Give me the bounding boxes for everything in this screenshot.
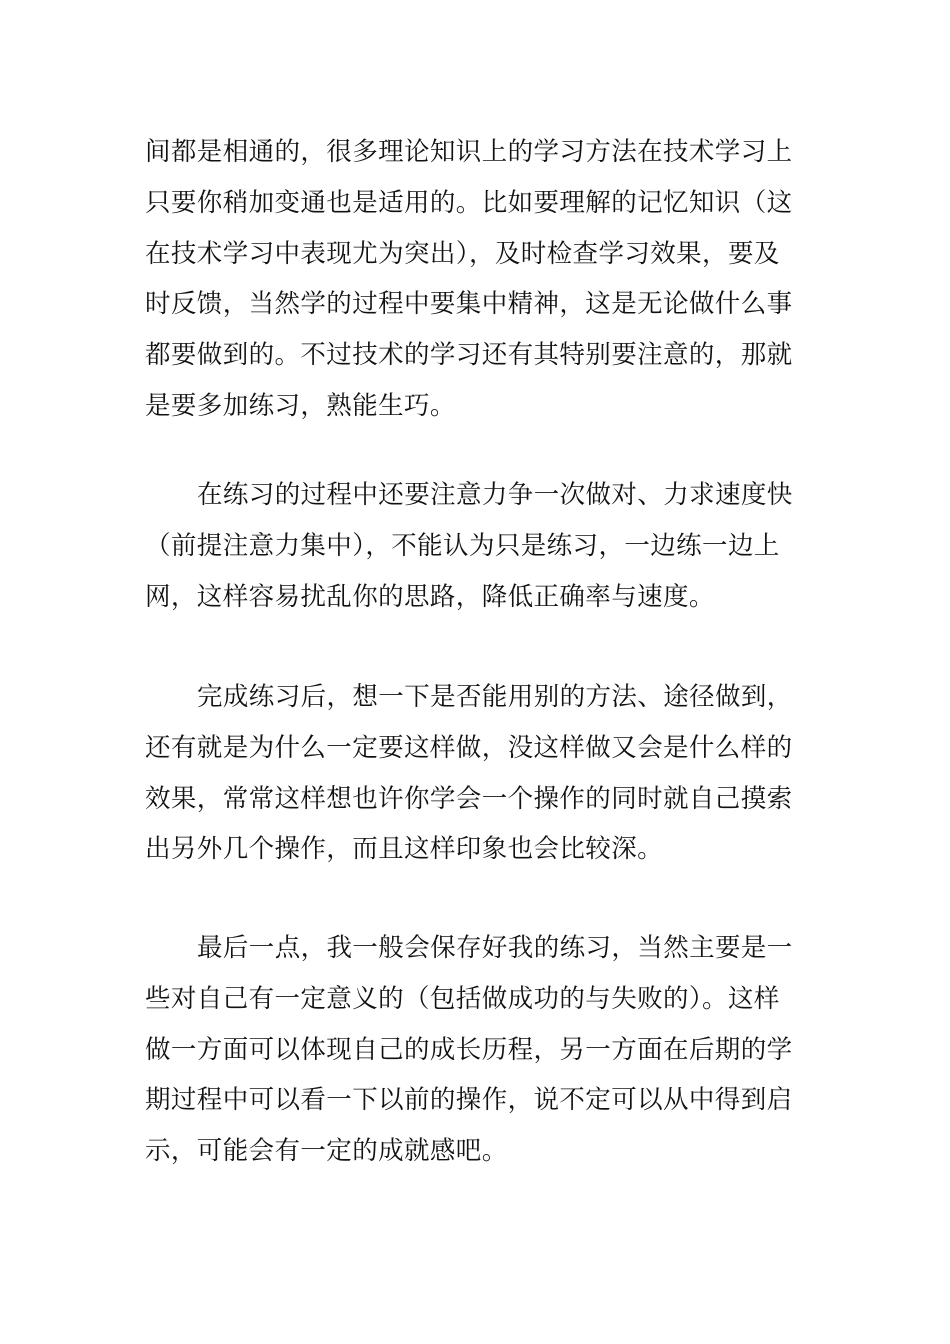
paragraph-line: 在技术学习中表现尤为突出），及时检查学习效果，要及 — [145, 238, 780, 269]
paragraph-line: 示，可能会有一定的成就感吧。 — [145, 1136, 508, 1167]
paragraph-1 — [145, 127, 805, 432]
paragraph-line: 做一方面可以体现自己的成长历程，另一方面在后期的学 — [145, 1034, 793, 1065]
paragraph-line: 网，这样容易扰乱你的思路，降低正确率与速度。 — [145, 581, 715, 612]
paragraph-line: 都要做到的。不过技术的学习还有其特别要注意的，那就 — [145, 340, 793, 371]
paragraph-line: 最后一点，我一般会保存好我的练习，当然主要是一 — [197, 933, 793, 963]
paragraph-line: 些对自己有一定意义的（包括做成功的与失败的）。这样 — [145, 983, 780, 1014]
paragraph-line: 是要多加练习，熟能生巧。 — [145, 390, 456, 421]
paragraph-line: 在练习的过程中还要注意力争一次做对、力求速度快 — [197, 480, 793, 510]
paragraph-4 — [145, 923, 805, 1177]
paragraph-line: 出另外几个操作，而且这样印象也会比较深。 — [145, 834, 664, 865]
paragraph-line: 还有就是为什么一定要这样做，没这样做又会是什么样的 — [145, 732, 793, 763]
paragraph-line: 时反馈，当然学的过程中要集中精神，这是无论做什么事 — [145, 289, 793, 320]
paragraph-line: 期过程中可以看一下以前的操作，说不定可以从中得到启 — [145, 1085, 793, 1116]
paragraph-line: 完成练习后，想一下是否能用别的方法、途径做到， — [197, 682, 793, 712]
paragraph-line: 只要你稍加变通也是适用的。比如要理解的记忆知识（这 — [145, 187, 793, 218]
paragraph-2 — [145, 470, 805, 622]
paragraph-line: 效果，常常这样想也许你学会一个操作的同时就自己摸索 — [145, 783, 793, 814]
paragraph-line: 间都是相通的，很多理论知识上的学习方法在技术学习上 — [145, 137, 793, 167]
paragraph-line: （前提注意力集中），不能认为只是练习，一边练一边上 — [145, 530, 780, 561]
paragraph-3 — [145, 672, 805, 875]
